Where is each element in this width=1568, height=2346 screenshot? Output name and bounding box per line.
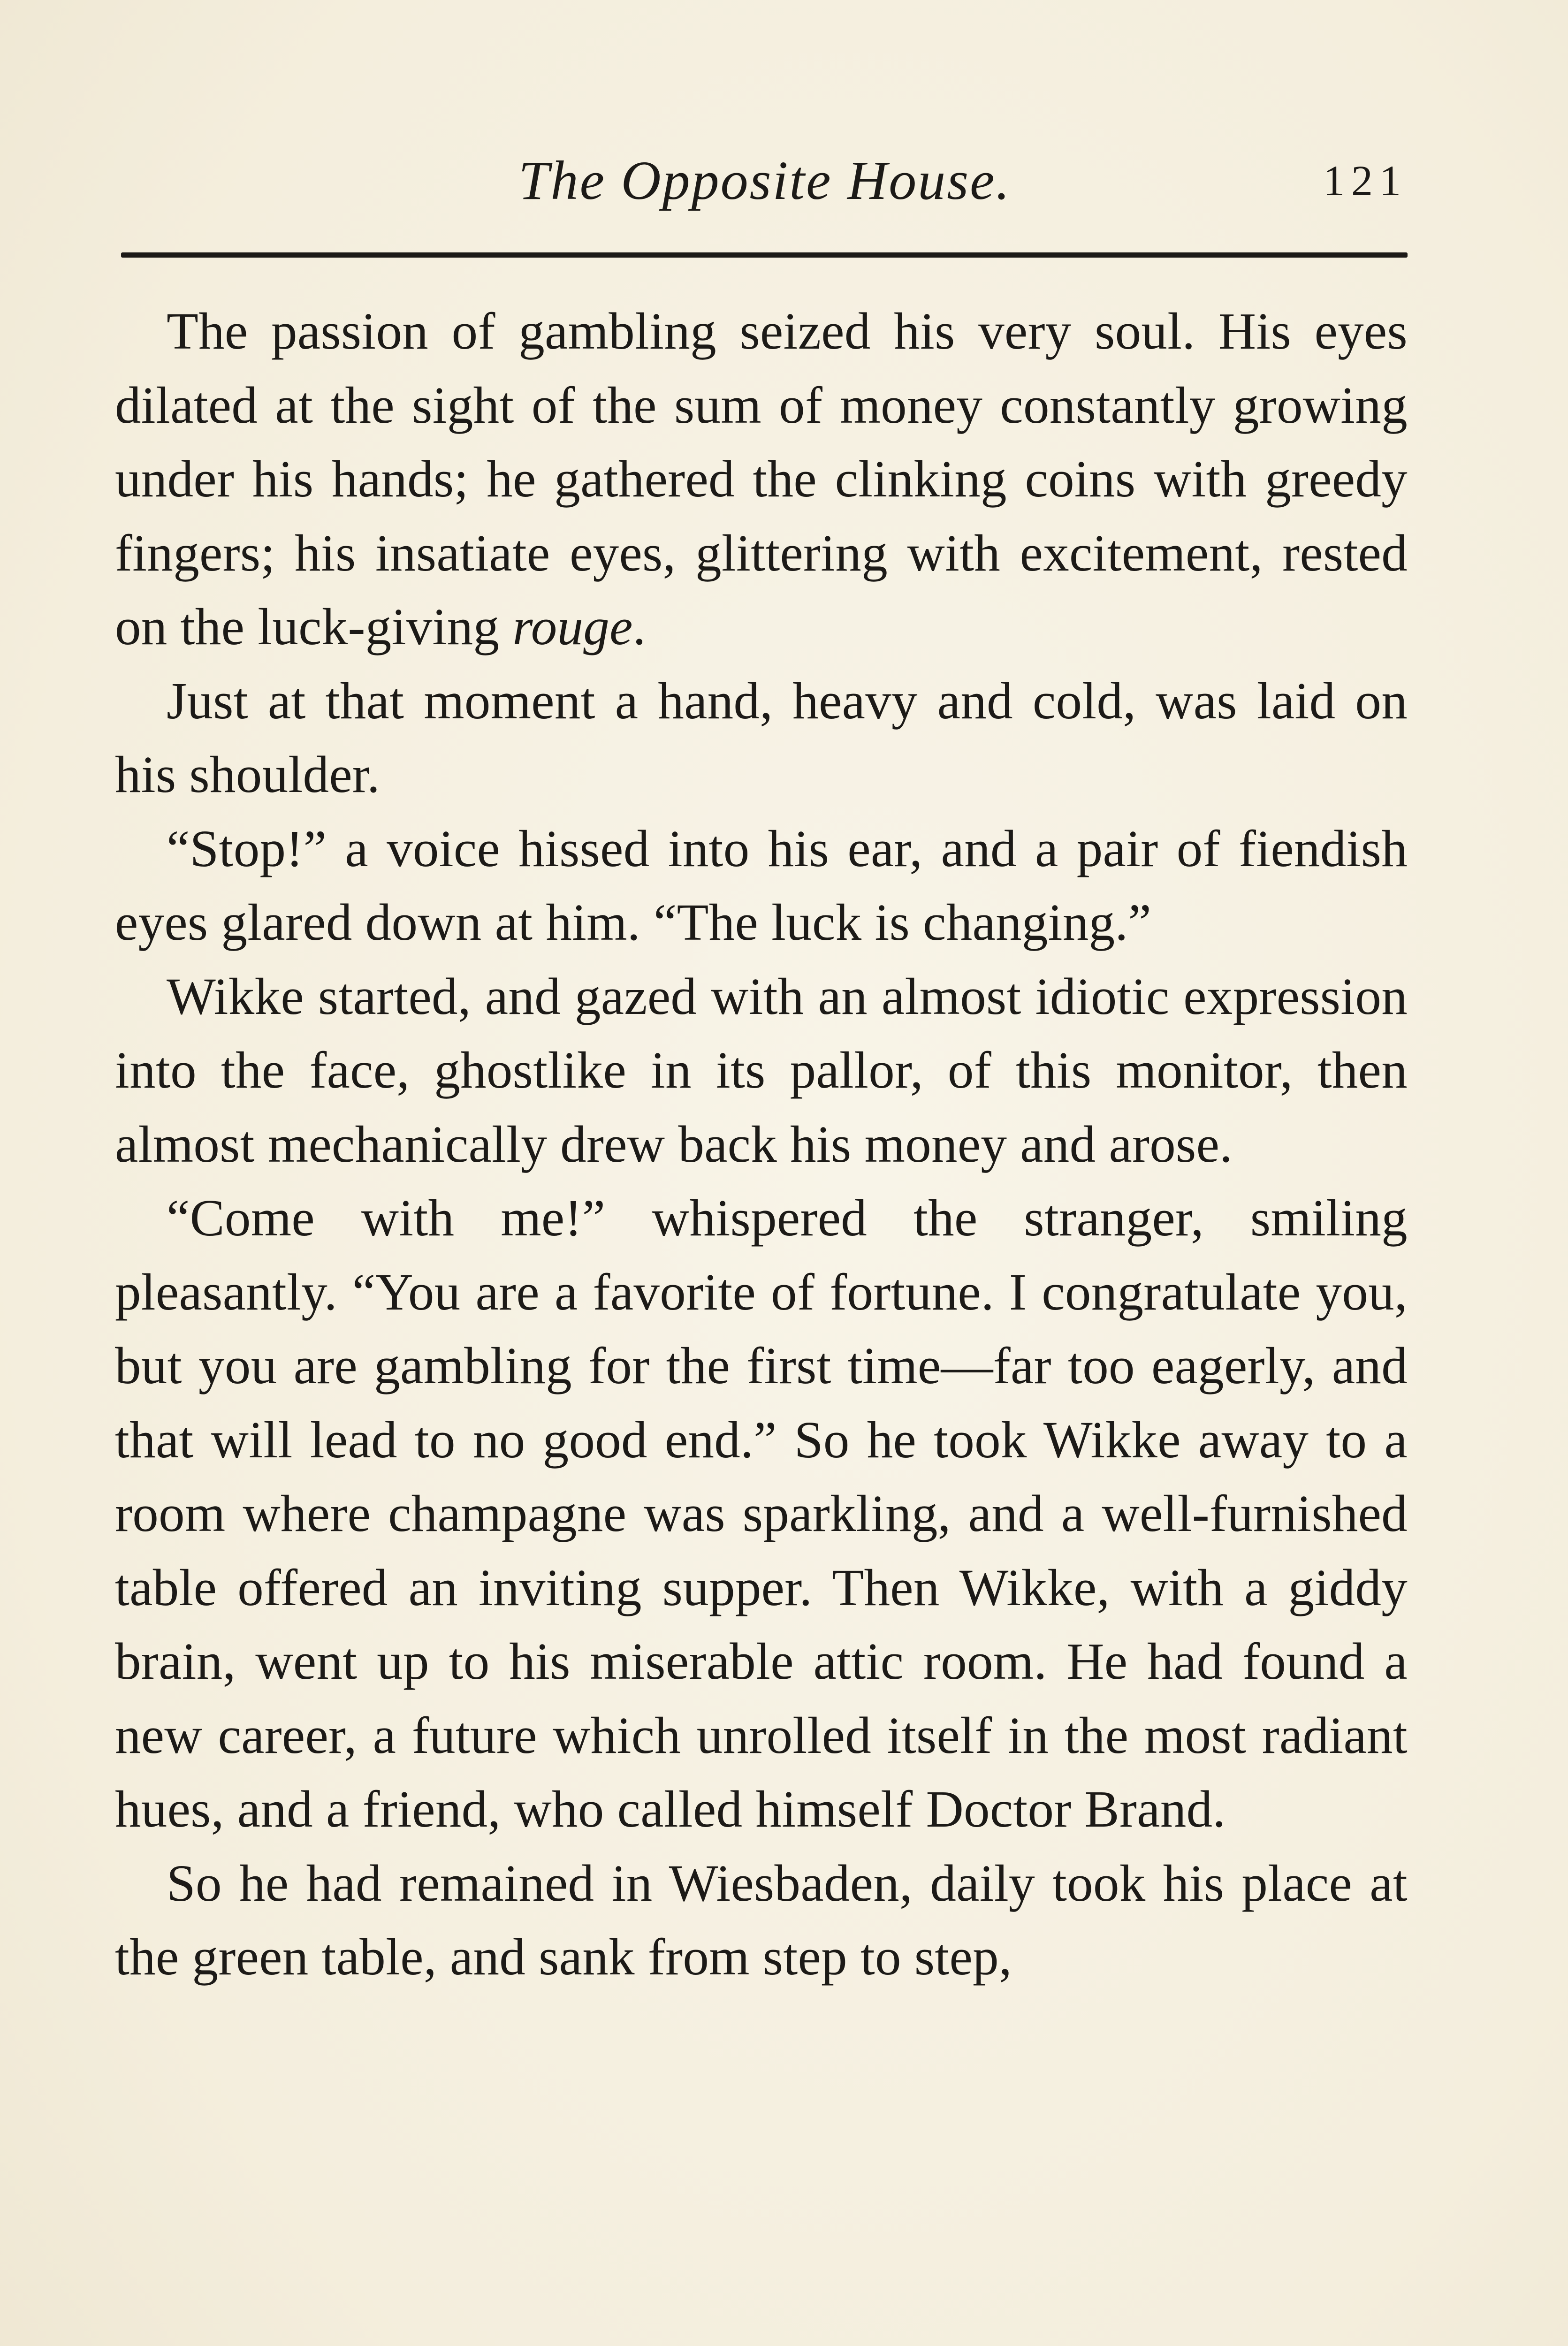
paragraph-5: “Come with me!” whispered the stranger, smiling pleasantly. “You are a favorite of fortune. I congratulate you, but you are gambling for the first time—far too eagerly, and that will lead to no good end.” So he took Wikke away to a room where champagne was sparkling, and a well-furnished table offered an inviting supper. Then Wikke, with a giddy brain, went up to his miserable attic room. He had found a new career, a future which unrolled itself in the most radiant hues, and a friend, who called himself Doctor Brand.	[115, 1189, 1408, 1838]
header-rule	[121, 252, 1408, 258]
paragraph-3: “Stop!” a voice hissed into his ear, and a pair of fiendish eyes glared down at him. “The luck is changing.”	[115, 820, 1408, 952]
italic-rouge: rouge	[512, 598, 633, 656]
paragraph-1-end: .	[632, 598, 646, 656]
paragraph-4: Wikke started, and gazed with an almost idiotic expression into the face, ghostlike in its pallor, of this monitor, then almost mechanically drew back his money and arose.	[115, 967, 1408, 1173]
page-number: 121	[1323, 157, 1408, 205]
running-header	[122, 141, 1408, 221]
paragraph-1-text: The passion of gambling seized his very soul. His eyes dilated at the sight of the sum of money constantly growing under his hands; he gathered the clinking coins with greedy fingers; his insatiate eyes, glittering with excitement, rested on the luck-giving	[115, 303, 1408, 656]
body-text	[115, 295, 1408, 1995]
paragraph-6: So he had remained in Wiesbaden, daily took his place at the green table, and sank from step to step,	[115, 1854, 1408, 1986]
running-title: The Opposite House.	[518, 150, 1012, 211]
paragraph-2: Just at that moment a hand, heavy and cold, was laid on his shoulder.	[115, 672, 1408, 804]
paragraph-1	[115, 295, 1408, 664]
